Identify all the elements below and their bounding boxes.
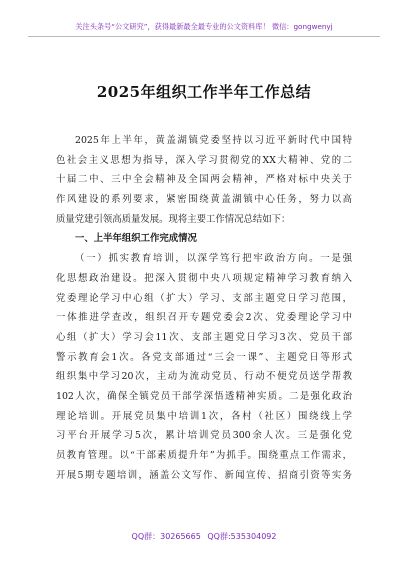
paragraph-line: 化思想政治建设。把深入贯彻中央八项规定精神学习教育纳入 bbox=[56, 272, 352, 284]
paragraph-line: 员教育管理。以“干部素质提升年”为抓手。围绕重点工作需求， bbox=[56, 450, 352, 461]
page-header-banner: 关注头条号“公文研究”，获得最新最全最专业的公文资料库！ 微信：gongwenyj bbox=[28, 22, 380, 37]
paragraph-line: 组织集中学习20次，主动为流动党员、行动不便党员送学帮教 bbox=[56, 371, 352, 383]
paragraph-line: 习平台开展学习5次，累计培训党员300余人次。三是强化党 bbox=[56, 430, 352, 442]
paragraph-line: 党委理论学习中心组（扩大）学习、支部主题党日学习范围， bbox=[56, 292, 352, 304]
paragraph-line: 2025年上半年，黄盖湖镇党委坚持以习近平新时代中国特 bbox=[75, 135, 352, 146]
section-heading: 一、上半年组织工作完成情况 bbox=[75, 233, 197, 245]
document-body bbox=[56, 131, 352, 485]
paragraph-line: 十届二中、三中全会精神及全国两会精神，严格对标中央关于 bbox=[56, 174, 352, 186]
document-title: 2025年组织工作半年工作总结 bbox=[96, 83, 312, 101]
paragraph-line: 理论培训。开展党员集中培训1次，各村（社区）围绕线上学 bbox=[56, 410, 352, 422]
paragraph-line: 作风建设的系列要求，紧密围绕黄盖湖镇中心任务，努力以高 bbox=[56, 194, 352, 206]
paragraph-line: 心组（扩大）学习会11次、支部主题党日学习3次、党员干部 bbox=[56, 331, 352, 343]
page-footer bbox=[0, 531, 408, 542]
paragraph-line: 102人次，确保全镇党员干部学深悟透精神实质。二是强化政治 bbox=[56, 390, 352, 402]
paragraph-line: 色社会主义思想为指导，深入学习贯彻党的XX大精神、党的二 bbox=[56, 154, 352, 166]
paragraph-line: 一体推进学查改，组织召开专题党委会2次、党委理论学习中 bbox=[56, 312, 352, 324]
paragraph-line: （一）抓实教育培训，以深学笃行把牢政治方向。一是强 bbox=[75, 253, 352, 265]
paragraph-line: 质量党建引领高质量发展。现将主要工作情况总结如下： bbox=[56, 213, 291, 225]
paragraph-line: 开展5期专题培训，涵盖公文写作、新闻宣传、招商引资等实务 bbox=[56, 469, 352, 481]
footer-qq-group-1: QQ群：30265665 bbox=[131, 532, 201, 541]
footer-qq-group-2: QQ群:535304092 bbox=[207, 532, 277, 541]
paragraph-line: 警示教育会1次。各党支部通过“三会一课”、主题党日等形式 bbox=[56, 351, 352, 363]
